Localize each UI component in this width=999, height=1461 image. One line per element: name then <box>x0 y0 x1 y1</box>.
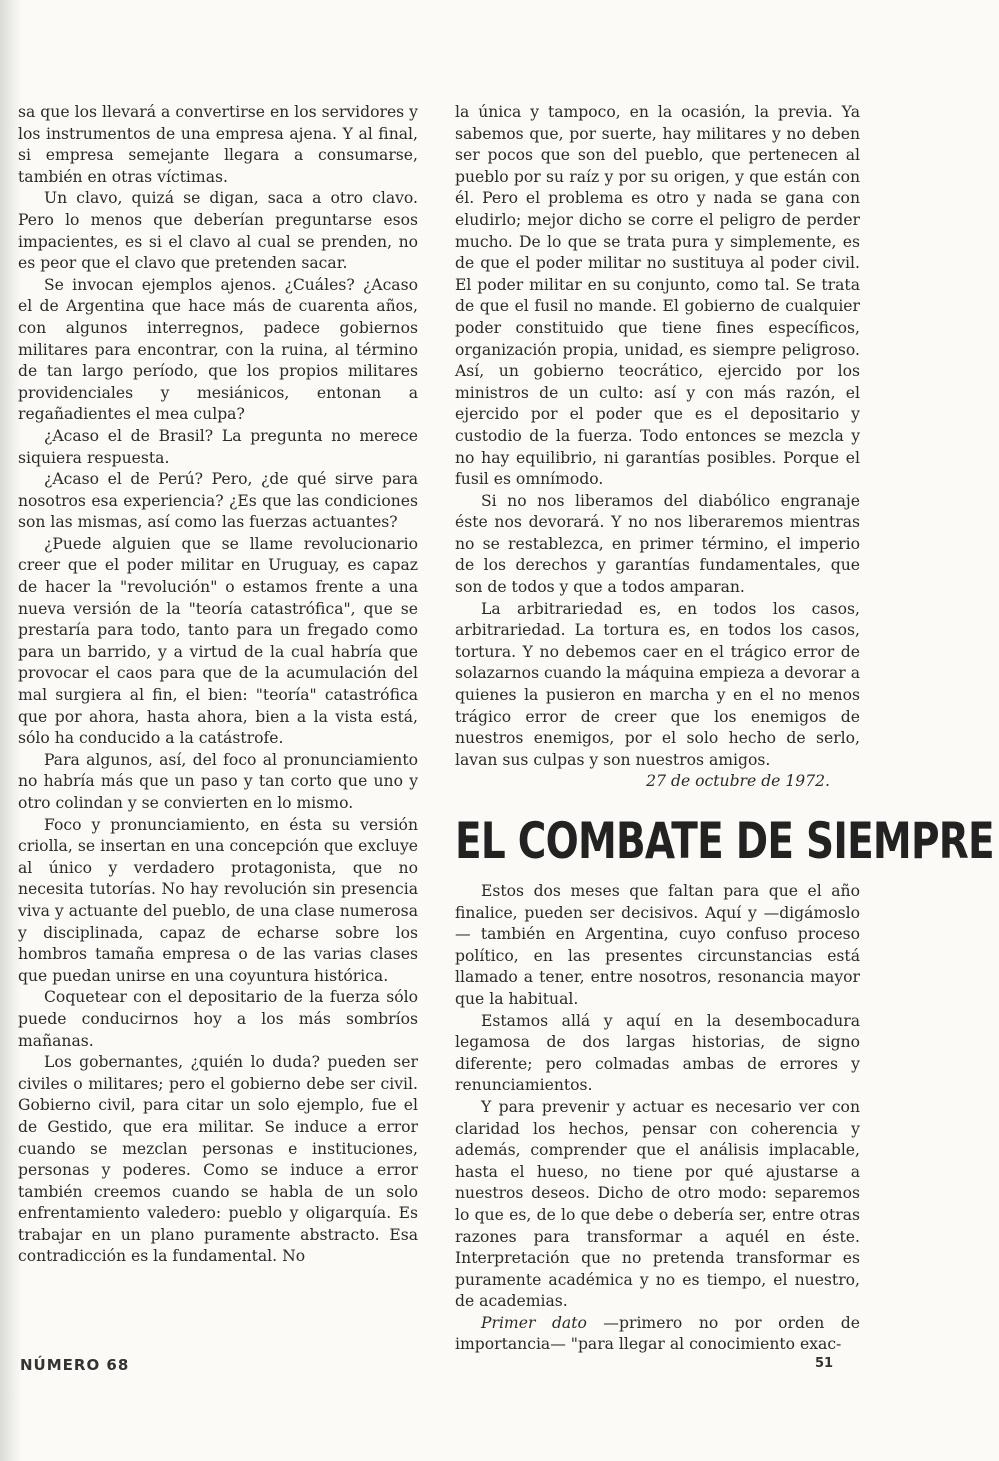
paragraph: Foco y pronunciamiento, en ésta su versión criolla, se insertan en una concepción que excluye al único y verdadero protagonista, que no necesita tutorías. No hay revolución sin presencia viva y actuante del pueblo, de una clase numerosa y disciplinada, capaz de echarse sobre los hombros tamaña empresa o de las varias clases que puedan unirse en una coyuntura histórica. <box>18 815 418 985</box>
page-number: 51 <box>815 1356 834 1371</box>
paragraph: sa que los llevará a convertirse en los servidores y los instrumentos de una empresa ajena. Y al final, si empresa semejante llegara a consumarse, también en otras víctimas. <box>18 103 418 186</box>
issue-number: NÚMERO 68 <box>20 1356 130 1374</box>
paragraph-lead: Primer dato <box>481 1313 587 1332</box>
paragraph: ¿Puede alguien que se llame revolucionario creer que el poder militar en Uruguay, es capaz de hacer la "revolución" o estamos frente a una nueva versión de la "teoría catastrófica", que se prestaría para todo, tanto para un fregado como para un barrido, y a virtud de la cual habría que provocar el caos para que de la acumulación del mal surgiera al fin, el bien: "teoría" catastrófica que por ahora, hasta ahora, bien a la vista está, sólo ha conducido a la catástrofe. <box>18 534 418 748</box>
paragraph: la única y tampoco, en la ocasión, la previa. Ya sabemos que, por suerte, hay militares y no deben ser pocos que son del pueblo, que pertenecen al pueblo por su raíz y por su origen, y que están con él. Pero el problema es otro y nada se gana con eludirlo; mejor dicho se corre el peligro de perder mucho. De lo que se trata pura y simplemente, es de que el poder militar no sustituya al poder civil. El poder militar en su conjunto, como tal. Se trata de que el fusil no mande. El gobierno de cualquier poder constituido que tiene fines específicos, organización propia, unidad, es siempre peligroso. Así, un gobierno teocrático, ejercido por los ministros de un culto: así y con más razón, el ejercido por el poder que es el depositario y custodio de la fuerza. Todo entonces se mezcla y no hay equilibrio, ni garantías posibles. Porque el fusil es omnímodo. <box>455 103 860 489</box>
right-column <box>455 102 994 1356</box>
article-date: 27 de octubre de 1972. <box>646 772 830 791</box>
paragraph-text: —primero no por orden de importancia— "para llegar al conocimiento exac- <box>455 1313 860 1354</box>
paragraph: ¿Acaso el de Brasil? La pregunta no merece siquiera respuesta. <box>18 426 418 467</box>
paragraph: Para algunos, así, del foco al pronunciamiento no habría más que un paso y tan corto que uno y otro colindan y se convierten en lo mismo. <box>18 750 418 812</box>
left-column <box>18 102 418 1268</box>
paragraph: Un clavo, quizá se digan, saca a otro clavo. Pero lo menos que deberían preguntarse esos impacientes, es si el clavo al cual se prenden, no es peor que el clavo que pretenden sacar. <box>18 189 418 273</box>
paragraph: Se invocan ejemplos ajenos. ¿Cuáles? ¿Acaso el de Argentina que hace más de cuarenta años, con algunos interregnos, padece gobiernos militares para encontrar, con la ruina, al término de tan largo período, que los propios militares providenciales y mesiánicos, entonan a regañadientes el mea culpa? <box>18 275 418 424</box>
section-title: EL COMBATE DE SIEMPRE <box>455 812 994 870</box>
paragraph: Los gobernantes, ¿quién lo duda? pueden ser civiles o militares; pero el gobierno debe ser civil. Gobierno civil, para citar un solo ejemplo, fue el de Gestido, que era militar. Se induce a error cuando se mezclan personas e instituciones, personas y poderes. Como se induce a error también creemos cuando se habla de un solo enfrentamiento valedero: pueblo y oligarquía. Es trabajar en un plano puramente abstracto. Esa contradicción es la fundamental. No <box>18 1053 418 1266</box>
paragraph: Y para prevenir y actuar es necesario ver con claridad los hechos, pensar con coherencia y además, comprender que el análisis implacable, hasta el hueso, no tiene por qué ajustarse a nuestros deseos. Dicho de otro modo: separemos lo que es, de lo que debe o debería ser, entre otras razones para transformar a aquél en éste. Interpretación que no pretenda transformar es puramente académica y no es tiempo, el nuestro, de academias. <box>455 1097 860 1311</box>
paragraph: Estos dos meses que faltan para que el año finalice, pueden ser decisivos. Aquí y —digámoslo— también en Argentina, cuyo confuso proceso político, en las presentes circunstancias está llamado a tener, entre nosotros, resonancia mayor que la habitual. <box>455 882 860 1008</box>
paragraph: Estamos allá y aquí en la desembocadura legamosa de dos largas historias, de signo diferente; pero colmadas ambas de errores y renunciamientos. <box>455 1011 860 1095</box>
paragraph: Si no nos liberamos del diabólico engranaje éste nos devorará. Y no nos liberaremos mientras no se restablezca, en primer término, el imperio de los derechos y garantías fundamentales, que son de todos y que a todos amparan. <box>455 491 860 597</box>
paragraph: La arbitrariedad es, en todos los casos, arbitrariedad. La tortura es, en todos los casos, tortura. Y no debemos caer en el trágico error de solazarnos cuando la máquina empieza a devorar a quienes la pusieron en marcha y en el no menos trágico error de creer que los enemigos de nuestros enemigos, por el solo hecho de serlo, lavan sus culpas y son nuestros amigos. <box>455 599 860 769</box>
paragraph: ¿Acaso el de Perú? Pero, ¿de qué sirve para nosotros esa experiencia? ¿Es que las condiciones son las mismas, así como las fuerzas actuantes? <box>18 470 418 532</box>
paragraph: Coquetear con el depositario de la fuerza sólo puede conducirnos hoy a los más sombríos mañanas. <box>18 988 418 1050</box>
paragraph <box>455 1313 860 1356</box>
